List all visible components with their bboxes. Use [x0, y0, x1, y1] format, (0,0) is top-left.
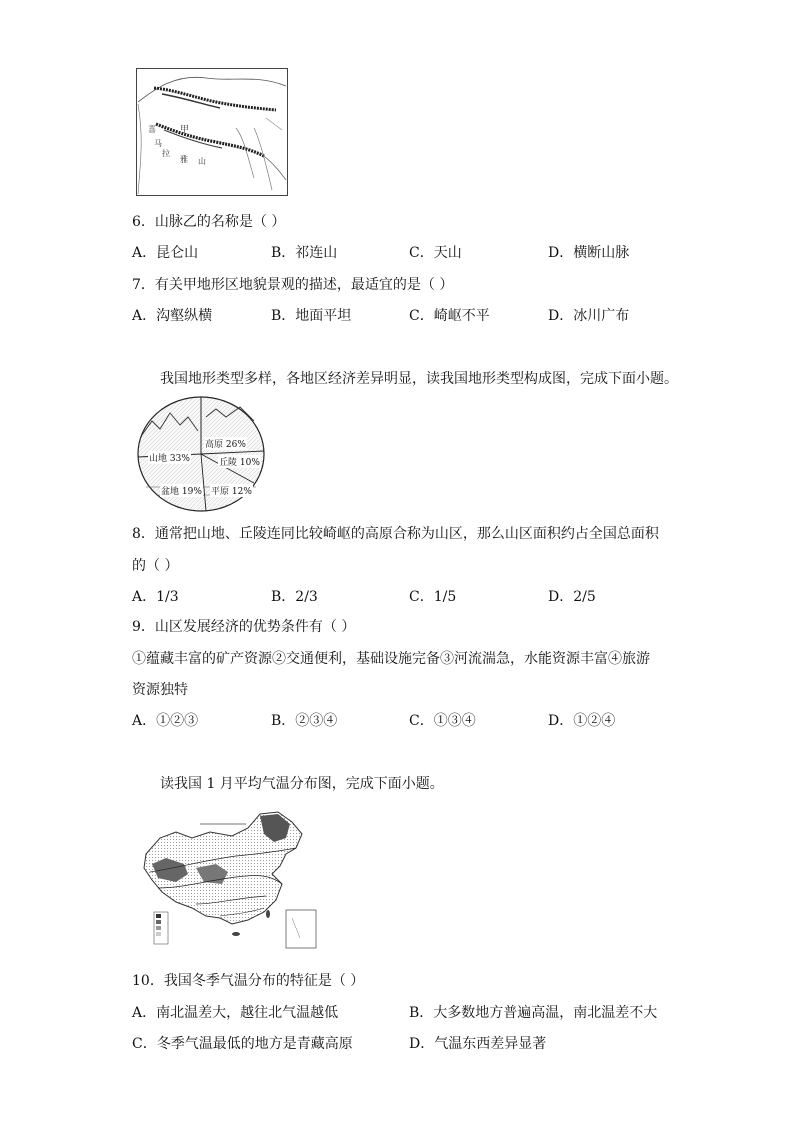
q10-option-b[interactable]: B．大多数地方普遍高温，南北温差不大	[409, 1005, 658, 1021]
q6-option-b[interactable]: B．祁连山	[271, 245, 338, 261]
q9-option-d[interactable]: D．①②④	[548, 713, 616, 729]
q6-option-a[interactable]: A．昆仑山	[132, 245, 199, 261]
map-label-xi: 喜	[148, 125, 156, 134]
q8-option-c[interactable]: C．1/5	[409, 589, 457, 605]
q7-option-d[interactable]: D．冰川广布	[548, 308, 630, 324]
q7-option-b[interactable]: B．地面平坦	[271, 308, 352, 324]
q9-option-c[interactable]: C．①③④	[409, 713, 476, 729]
q10-option-a[interactable]: A．南北温差大，越往北气温越低	[132, 1005, 339, 1021]
map-label-la: 拉	[162, 149, 170, 158]
map-label-shan: 山	[198, 157, 206, 166]
intro-terrain-types: 我国地形类型多样，各地区经济差异明显，读我国地形类型构成图，完成下面小题。	[160, 371, 678, 387]
pie-label-basin: 盆地 19%	[160, 484, 203, 497]
q10-option-d[interactable]: D．气温东西差异显著	[409, 1036, 547, 1052]
pie-label-plateau: 高原 26%	[204, 437, 247, 450]
q6-option-d[interactable]: D．横断山脉	[548, 245, 630, 261]
q7-stem: 7．有关甲地形区地貌景观的描述，最适宜的是（ ）	[132, 277, 454, 293]
map-himalaya-image	[136, 68, 288, 196]
map-himalaya-figure	[136, 68, 288, 196]
q9-stem: 9．山区发展经济的优势条件有（ ）	[132, 619, 356, 635]
china-temperature-map-image	[136, 808, 322, 952]
q8-option-a[interactable]: A．1/3	[132, 589, 179, 605]
pie-label-plain: 平原 12%	[210, 484, 253, 497]
map-label-ma: 马	[154, 139, 162, 148]
q9-option-b[interactable]: B．②③④	[271, 713, 338, 729]
intro-january-temperature: 读我国 1 月平均气温分布图，完成下面小题。	[160, 776, 444, 792]
q6-option-c[interactable]: C．天山	[409, 245, 462, 261]
china-temperature-map-figure	[136, 808, 322, 952]
q9-desc-line2: 资源独特	[132, 682, 188, 698]
pie-label-hill: 丘陵 10%	[218, 455, 261, 468]
q7-option-c[interactable]: C．崎岖不平	[409, 308, 490, 324]
q10-option-c[interactable]: C．冬季气温最低的地方是青藏高原	[132, 1036, 353, 1052]
q8-stem-line2: 的（ ）	[132, 558, 179, 574]
map-label-ya: 雅	[180, 155, 188, 164]
q9-desc-line1: ①蕴藏丰富的矿产资源②交通便利，基础设施完备③河流湍急，水能资源丰富④旅游	[132, 651, 650, 667]
q8-stem-line1: 8．通常把山地、丘陵连同比较崎岖的高原合称为山区，那么山区面积约占全国总面积	[132, 526, 659, 542]
q7-option-a[interactable]: A．沟壑纵横	[132, 308, 213, 324]
pie-label-mountain: 山地 33%	[148, 451, 191, 464]
q9-option-a[interactable]: A．①②③	[132, 713, 199, 729]
q6-stem: 6．山脉乙的名称是（ ）	[132, 214, 286, 230]
q10-stem: 10．我国冬季气温分布的特征是（ ）	[132, 973, 365, 989]
q8-option-b[interactable]: B．2/3	[271, 589, 318, 605]
terrain-pie-figure	[136, 395, 266, 513]
map-label-jia: 甲	[180, 125, 190, 135]
q8-option-d[interactable]: D．2/5	[548, 589, 596, 605]
